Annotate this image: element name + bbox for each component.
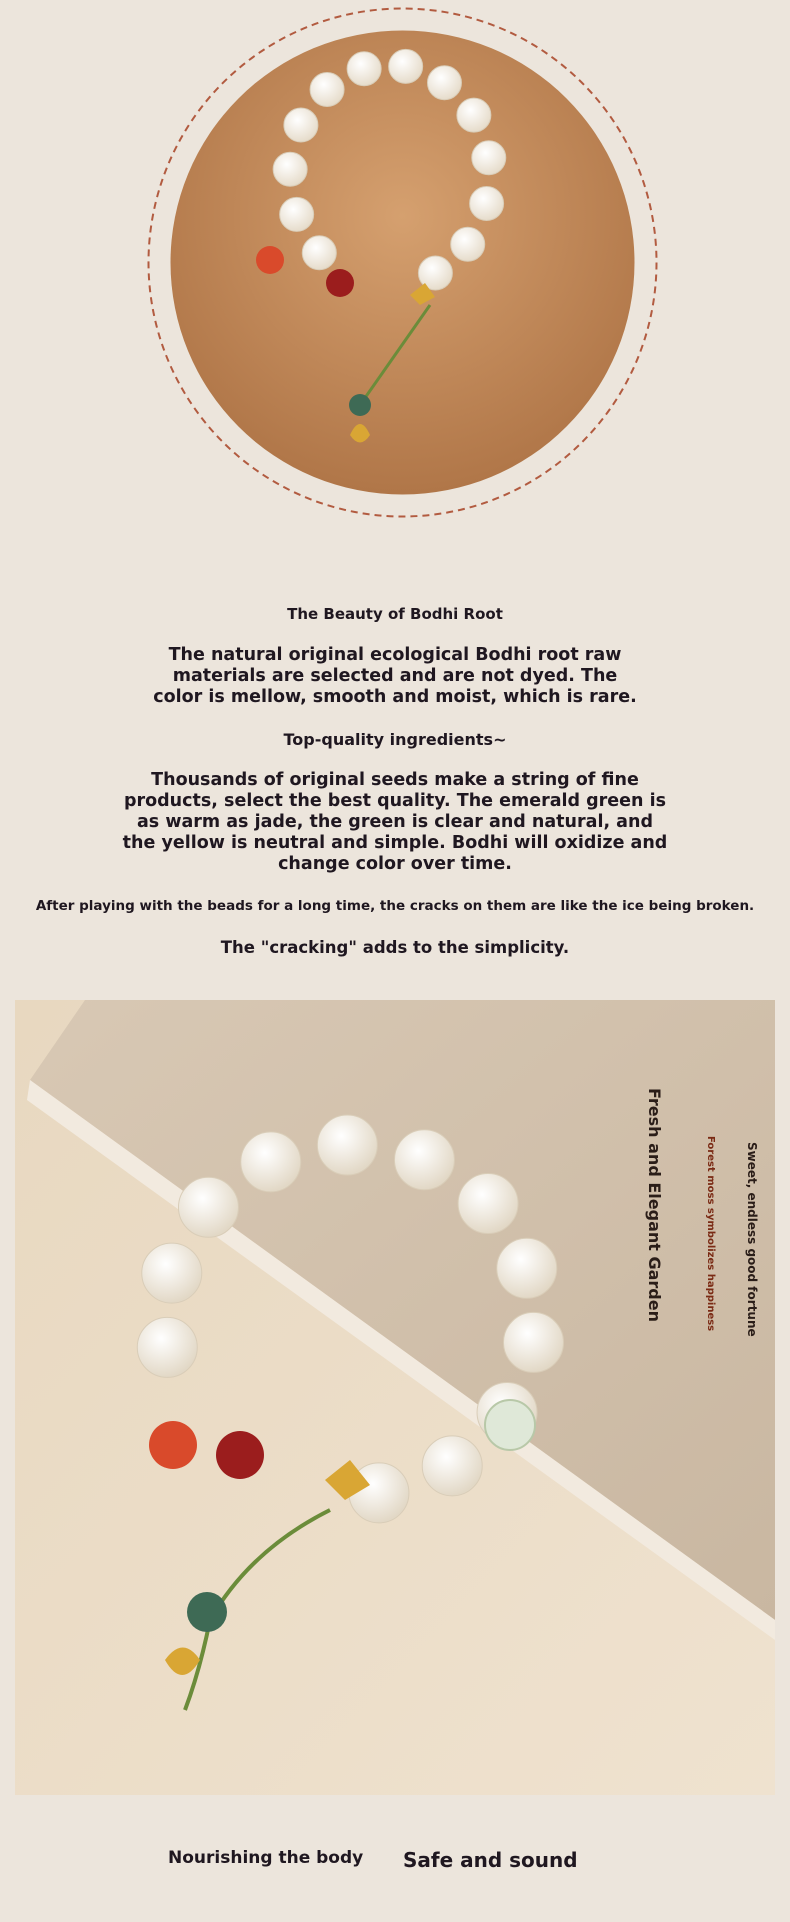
- agate-bead: [256, 246, 284, 274]
- bodhi-bead: [310, 73, 344, 107]
- overlay-title: Fresh and Elegant Garden: [645, 1088, 664, 1322]
- footer-nourish: Nourishing the body: [168, 1848, 364, 1868]
- heading-beauty: The Beauty of Bodhi Root: [287, 605, 503, 623]
- bracelet-photo-circle: [145, 5, 660, 520]
- bodhi-bead: [497, 1238, 557, 1298]
- bodhi-bead: [472, 141, 506, 175]
- clear-jade-ring-bead: [485, 1400, 535, 1450]
- bodhi-bead: [241, 1132, 301, 1192]
- bodhi-bead: [347, 52, 381, 86]
- bodhi-bead: [422, 1436, 482, 1496]
- bodhi-bead: [503, 1312, 563, 1372]
- bodhi-bead: [284, 108, 318, 142]
- jade-bead: [349, 394, 371, 416]
- intro-paragraph: The natural original ecological Bodhi root raw materials are selected and are not dyed. The color is mellow, smooth and moist, which is rare.: [153, 645, 637, 707]
- agate-bead-large: [149, 1421, 197, 1469]
- heading-quality: Top-quality ingredients~: [283, 730, 507, 749]
- overlay-sweet: Sweet, endless good fortune: [745, 1142, 759, 1337]
- bodhi-bead: [457, 98, 491, 132]
- bodhi-bead: [280, 197, 314, 231]
- bodhi-bead: [178, 1177, 238, 1237]
- bodhi-bead: [389, 49, 423, 83]
- red-agate-bead-large: [216, 1431, 264, 1479]
- cracking-line: The "cracking" adds to the simplicity.: [220, 938, 570, 957]
- bodhi-bead: [137, 1317, 197, 1377]
- overlay-forest: Forest moss symbolizes happiness: [705, 1136, 716, 1332]
- leather-background: [171, 31, 635, 495]
- red-agate-bead: [326, 269, 354, 297]
- seeds-paragraph: Thousands of original seeds make a string of fine products, select the best quality. The emerald green is as warm as jade, the green is clear and natural, and the yellow is neutral and simple. Bodhi will oxidize and change color over time.: [122, 770, 668, 874]
- bodhi-bead: [427, 66, 461, 100]
- bodhi-bead: [273, 152, 307, 186]
- bodhi-bead: [317, 1115, 377, 1175]
- bodhi-bead: [451, 227, 485, 261]
- bodhi-bead: [458, 1174, 518, 1234]
- cracks-paragraph: After playing with the beads for a long time, the cracks on them are like the ice being broken.: [35, 898, 755, 914]
- bodhi-bead: [142, 1243, 202, 1303]
- bodhi-bead: [470, 186, 504, 220]
- bodhi-bead: [394, 1130, 454, 1190]
- footer-safe: Safe and sound: [403, 1848, 578, 1872]
- jade-bead-large: [187, 1592, 227, 1632]
- bodhi-bead: [302, 236, 336, 270]
